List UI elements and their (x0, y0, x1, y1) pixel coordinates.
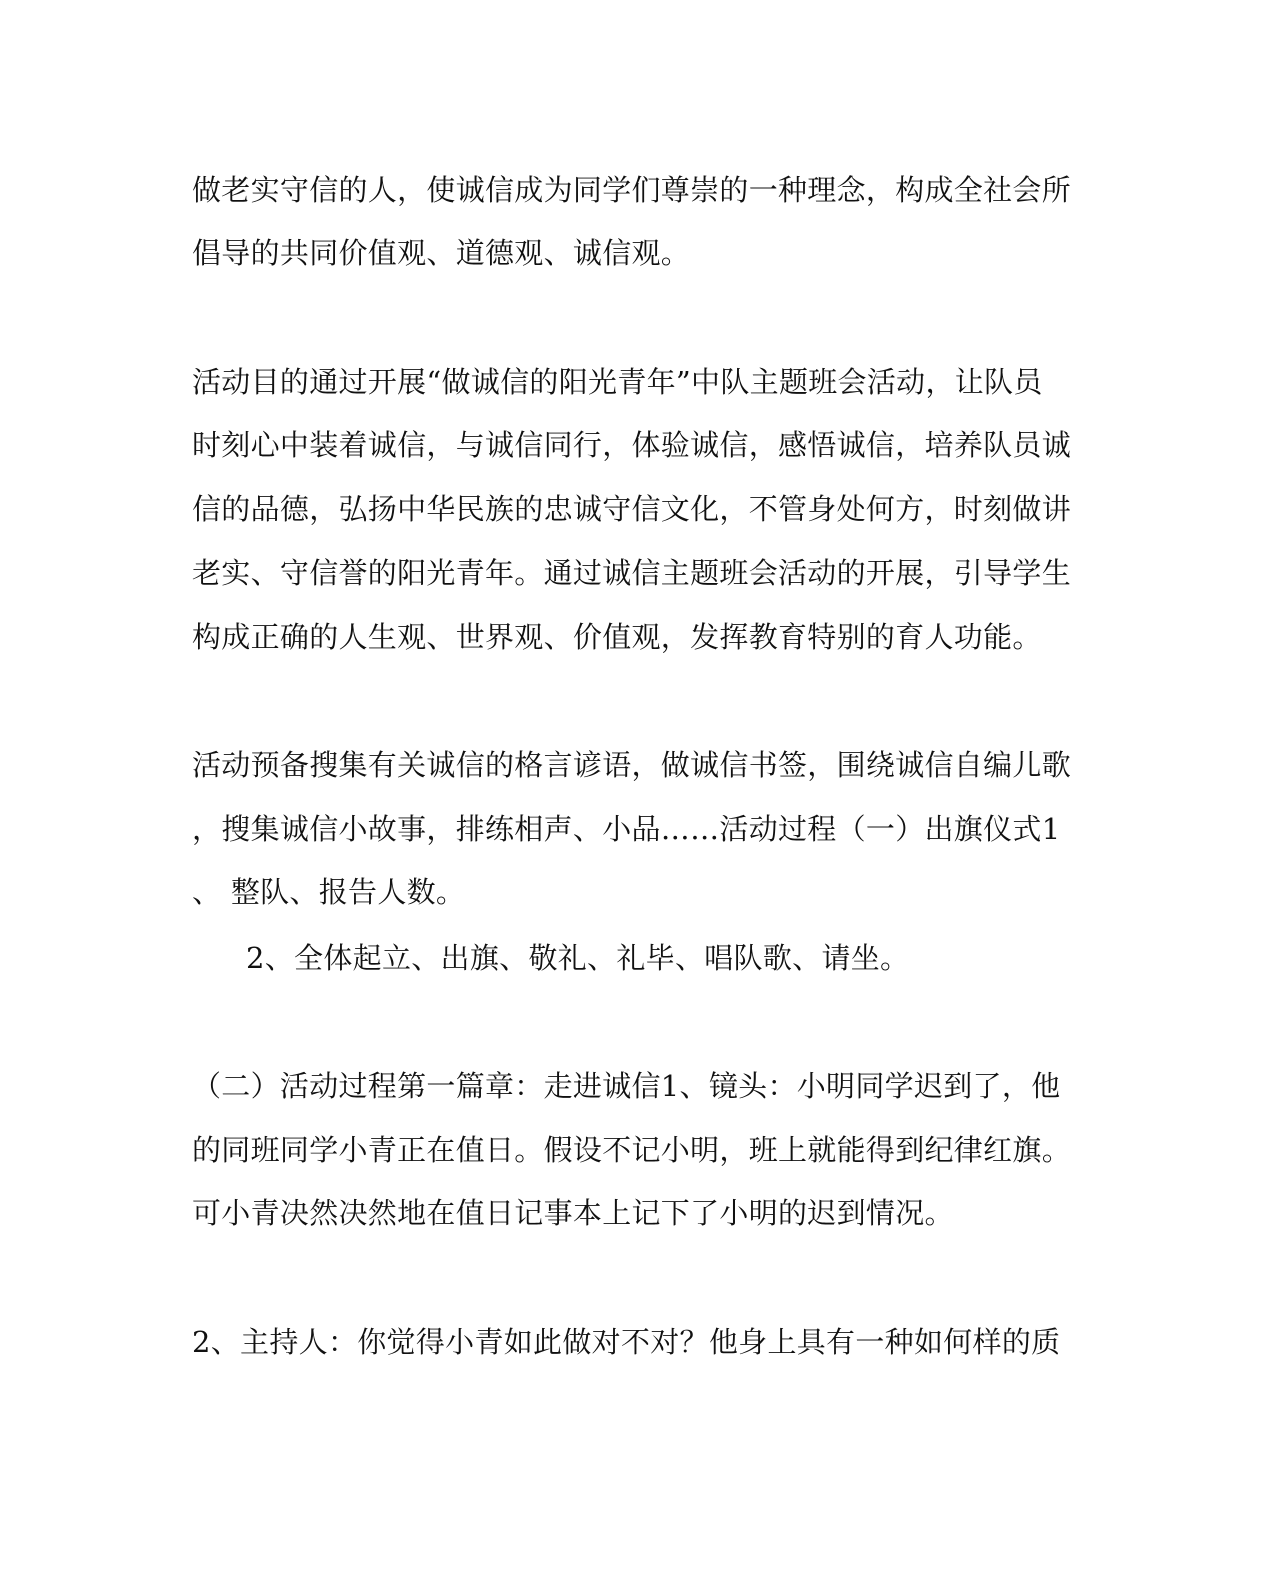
paragraph-3-line-2: ，搜集诚信小故事，排练相声、小品……活动过程（一）出旗仪式1 (192, 812, 1061, 846)
paragraph-2-line-2: 时刻心中装着诚信，与诚信同行，体验诚信，感悟诚信，培养队员诚 (192, 428, 1072, 462)
paragraph-2-line-3: 信的品德，弘扬中华民族的忠诚守信文化，不管身处何方，时刻做讲 (192, 492, 1072, 526)
paragraph-1-line-2: 倡导的共同价值观、道德观、诚信观。 (192, 236, 691, 270)
paragraph-3-line-1: 活动预备搜集有关诚信的格言谚语，做诚信书签，围绕诚信自编儿歌 (192, 748, 1072, 782)
paragraph-2-line-5: 构成正确的人生观、世界观、价值观，发挥教育特别的育人功能。 (192, 620, 1042, 654)
paragraph-5-line-1: 2、主持人：你觉得小青如此做对不对？他身上具有一种如何样的质 (192, 1325, 1061, 1359)
paragraph-3-line-4: 2、全体起立、出旗、敬礼、礼毕、唱队歌、请坐。 (246, 941, 910, 975)
paragraph-4-line-3: 可小青决然决然地在值日记事本上记下了小明的迟到情况。 (192, 1196, 954, 1230)
paragraph-2-line-4: 老实、守信誉的阳光青年。通过诚信主题班会活动的开展，引导学生 (192, 556, 1072, 590)
paragraph-4-line-1: （二）活动过程第一篇章：走进诚信1、镜头：小明同学迟到了，他 (192, 1069, 1061, 1103)
paragraph-1-line-1: 做老实守信的人，使诚信成为同学们尊崇的一种理念，构成全社会所 (192, 173, 1072, 207)
paragraph-3-line-3: 、 整队、报告人数。 (192, 875, 466, 909)
paragraph-4-line-2: 的同班同学小青正在值日。假设不记小明，班上就能得到纪律红旗。 (192, 1133, 1072, 1167)
paragraph-2-line-1: 活动目的通过开展“做诚信的阳光青年”中队主题班会活动，让队员 (192, 365, 1043, 399)
